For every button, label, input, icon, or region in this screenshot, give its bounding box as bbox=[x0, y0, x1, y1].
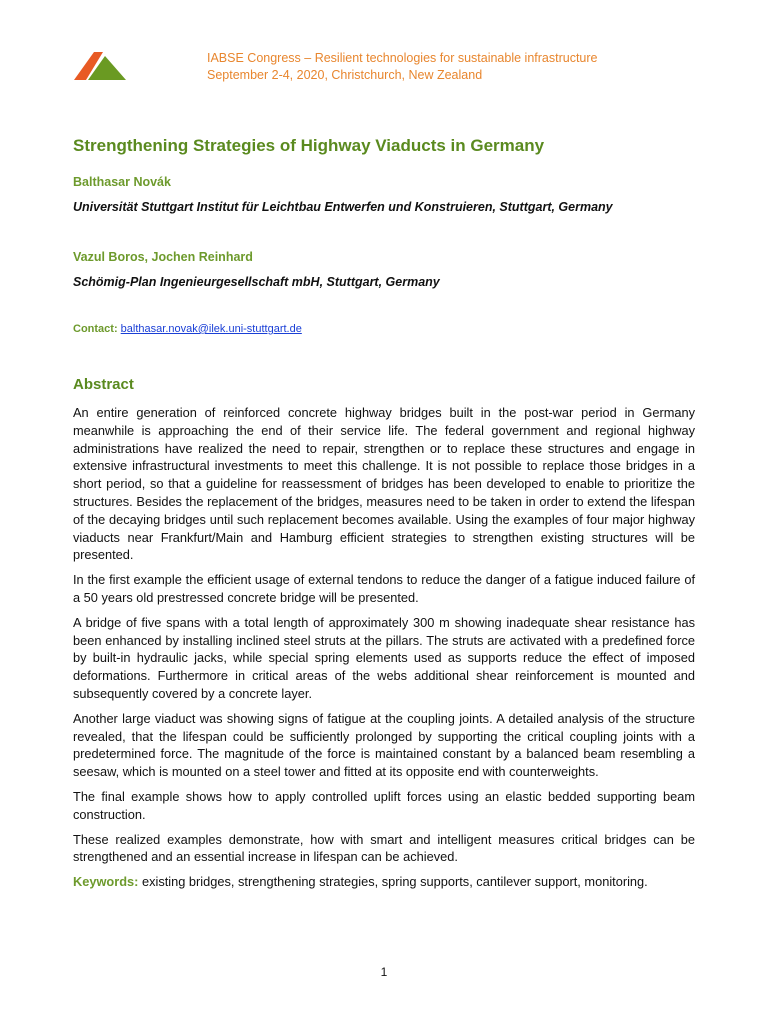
contact-label: Contact: bbox=[73, 323, 118, 335]
abstract-paragraph: Another large viaduct was showing signs of fatigue at the coupling joints. A detailed analysis of the structure revealed, that the lifespan could be sufficiently prolonged by supporting the critical coupling joints with a predetermined force. The magnitude of the force is maintained constant by a balanced beam resembling a seesaw, which is mounted on a steel tower and fitted at its opposite end with counterweights. bbox=[73, 710, 695, 780]
keywords-line bbox=[73, 873, 695, 891]
abstract-paragraph: The final example shows how to apply controlled uplift forces using an elastic bedded supporting beam construction. bbox=[73, 788, 695, 822]
paper-title: Strengthening Strategies of Highway Viaducts in Germany bbox=[73, 136, 545, 155]
abstract-heading: Abstract bbox=[73, 376, 134, 393]
conference-title: IABSE Congress – Resilient technologies for sustainable infrastructure bbox=[207, 51, 598, 65]
abstract-paragraph: A bridge of five spans with a total length of approximately 300 m showing inadequate shear resistance has been enhanced by installing inclined steel struts at the pillars. The struts are activated with a predefined force by built-in hydraulic jacks, while special spring elements used as supports reduce the effect of imposed deformations. Furthermore in critical areas of the webs additional shear reinforcement is mounted and subsequently covered by a concrete layer. bbox=[73, 614, 695, 701]
author-names-2: Vazul Boros, Jochen Reinhard bbox=[73, 250, 253, 264]
keywords-label: Keywords: bbox=[73, 874, 139, 890]
contact-line bbox=[73, 323, 302, 335]
conference-date-location: September 2-4, 2020, Christchurch, New Zealand bbox=[207, 68, 483, 82]
abstract-paragraph: In the first example the efficient usage of external tendons to reduce the danger of a fatigue induced failure of a 50 years old prestressed concrete bridge will be presented. bbox=[73, 572, 695, 605]
keywords-text: existing bridges, strengthening strategies, spring supports, cantilever support, monitoring. bbox=[138, 874, 648, 890]
page-number: 1 bbox=[380, 965, 388, 979]
conference-header bbox=[207, 50, 597, 84]
abstract-paragraph: These realized examples demonstrate, how with smart and intelligent measures critical bridges can be strengthened and an essential increase in lifespan can be achieved. bbox=[73, 831, 695, 865]
author-affiliation-1: Universität Stuttgart Institut für Leichtbau Entwerfen und Konstruieren, Stuttgart, Germany bbox=[73, 200, 613, 214]
iabse-logo bbox=[74, 50, 126, 80]
abstract-body bbox=[73, 404, 695, 898]
author-names-1: Balthasar Novák bbox=[73, 175, 171, 189]
author-affiliation-2: Schömig-Plan Ingenieurgesellschaft mbH, Stuttgart, Germany bbox=[73, 275, 440, 289]
abstract-paragraph: An entire generation of reinforced concrete highway bridges built in the post-war period in Germany meanwhile is approaching the end of their service life. The federal government and regional highway administrations have realized the need to repair, strengthen or to replace these structures and engage in extensive infrastructural investments to meet this challenge. It is not possible to replace those bridges in a short period, so that a guideline for reassessment of bridges has been developed to enable to prioritize the structures. Besides the replacement of the bridges, measures need to be taken in order to extend the lifespan of the decaying bridges until such replacement becomes available. Using the examples of four major highway viaducts near Frankfurt/Main and Hamburg efficient strategies to strengthen existing structures will be presented. bbox=[73, 405, 695, 563]
contact-email-link[interactable]: balthasar.novak@ilek.uni-stuttgart.de bbox=[120, 323, 302, 335]
